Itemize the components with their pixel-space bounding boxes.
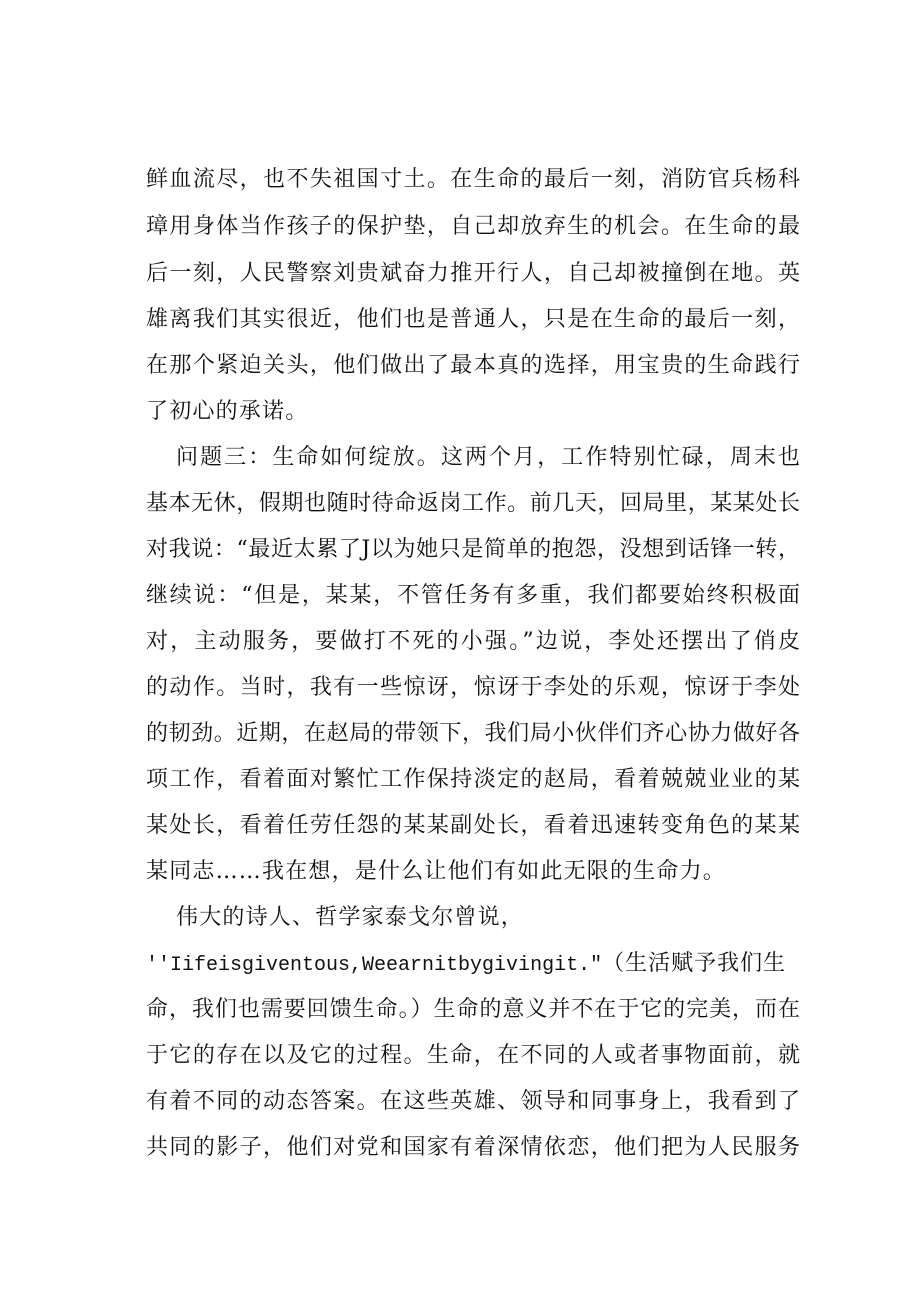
text-line: 继续说：“但是，某某，不管任务有多重，我们都要始终积极面 [146, 583, 800, 608]
text-line: 项工作，看着面对繁忙工作保持淡定的赵局，看着兢兢业业的某 [146, 767, 800, 792]
quote-translation: （生活赋予我们生 [602, 951, 787, 976]
text-line: 基本无休，假期也随时待命返岗工作。前几天，回局里，某某处长 [146, 491, 800, 516]
text-line: 问题三：生命如何绽放。这两个月，工作特别忙碌，周末也 [176, 445, 800, 470]
text-line: 伟大的诗人、哲学家泰戈尔曾说， [176, 905, 525, 930]
text-line: 对我说：“最近太累了J以为她只是简单的抱怨，没想到话锋一转， [146, 537, 800, 562]
text-line: 鲜血流尽，也不失祖国寸土。在生命的最后一刻，消防官兵杨科 [146, 167, 800, 192]
text-line: 后一刻，人民警察刘贵斌奋力推开行人，自己却被撞倒在地。英 [146, 261, 800, 286]
text-line: 某同志……我在想，是什么让他们有如此无限的生命力。 [146, 859, 727, 884]
text-line: 共同的影子，他们对党和国家有着深情依恋，他们把为人民服务 [146, 1135, 800, 1160]
text-line: 命，我们也需要回馈生命。）生命的意义并不在于它的完美，而在 [146, 997, 800, 1022]
text-line: 雄离我们其实很近，他们也是普通人，只是在生命的最后一刻， [146, 307, 800, 332]
text-line: 的动作。当时，我有一些惊讶，惊讶于李处的乐观，惊讶于李处 [146, 675, 800, 700]
text-line: 对，主动服务，要做打不死的小强。”边说，李处还摆出了俏皮 [146, 629, 800, 654]
text-line-quote [146, 944, 800, 984]
text-line: 的韧劲。近期，在赵局的带领下，我们局小伙伴们齐心协力做好各 [146, 721, 800, 746]
english-quote: ''Iifeisgiventous,Weearnitbygivingit." [146, 954, 603, 977]
text-line: 某处长，看着任劳任怨的某某副处长，看着迅速转变角色的某某 [146, 813, 800, 838]
text-line: 了初心的承诺。 [146, 399, 309, 424]
text-line: 在那个紧迫关头，他们做出了最本真的选择，用宝贵的生命践行 [146, 353, 800, 378]
text-line: 于它的存在以及它的过程。生命，在不同的人或者事物面前，就 [146, 1043, 800, 1068]
text-line: 璋用身体当作孩子的保护垫，自己却放弃生的机会。在生命的最 [146, 214, 800, 239]
text-line: 有着不同的动态答案。在这些英雄、领导和同事身上，我看到了 [146, 1089, 800, 1114]
